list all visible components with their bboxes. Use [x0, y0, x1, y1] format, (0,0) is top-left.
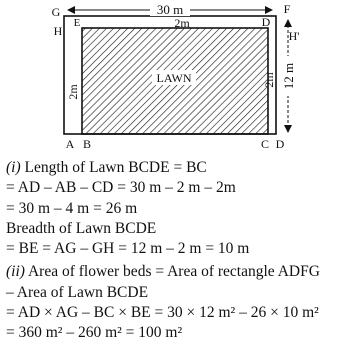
corner-g: G — [51, 5, 61, 19]
solution-line-1: = AD – AB – CD = 30 m – 2 m – 2m — [6, 179, 236, 197]
solution-line-5: – Area of Lawn BCDE — [6, 283, 149, 301]
inner-left-label: 2m — [66, 84, 80, 100]
corner-h: H — [53, 24, 63, 38]
part-i-heading — [6, 158, 354, 178]
solution-line-2: = 30 m – 4 m = 26 m — [6, 199, 138, 217]
solution-line-6: = AD × AG – BC × BE = 30 × 12 m² – 26 × 10 m² — [6, 304, 319, 322]
solution-line-3: Breadth of Lawn BCDE — [6, 219, 157, 237]
right-dimension-label: 12 m — [281, 62, 296, 90]
corner-d-top: D — [261, 15, 271, 29]
corner-h-prime: H' — [288, 29, 300, 43]
part-ii-heading — [6, 262, 354, 282]
corner-b: B — [82, 137, 92, 151]
lawn-label: LAWN — [156, 71, 192, 85]
corner-c: C — [260, 137, 270, 151]
inner-top-label: 2m — [174, 16, 190, 30]
solution-line-4: = BE = AG – GH = 12 m – 2 m = 10 m — [6, 240, 250, 258]
top-dimension-label: 30 m — [156, 2, 184, 17]
corner-e: E — [73, 17, 81, 29]
part-i-heading-text: Length of Lawn BCDE = BC — [20, 159, 207, 176]
part-ii-number: (ii) — [6, 263, 25, 281]
lawn-diagram — [0, 0, 356, 158]
solution-text — [6, 158, 354, 344]
corner-a: A — [65, 137, 75, 151]
part-ii-heading-text: Area of flower beds = Area of rectangle ADFG — [24, 263, 320, 281]
inner-right-label: 2m — [262, 72, 276, 88]
solution-line-7: = 360 m² – 260 m² = 100 m² — [6, 324, 183, 342]
part-i-number: (i) — [6, 159, 21, 176]
corner-f: F — [283, 2, 291, 16]
corner-d-bottom: D — [275, 137, 285, 151]
